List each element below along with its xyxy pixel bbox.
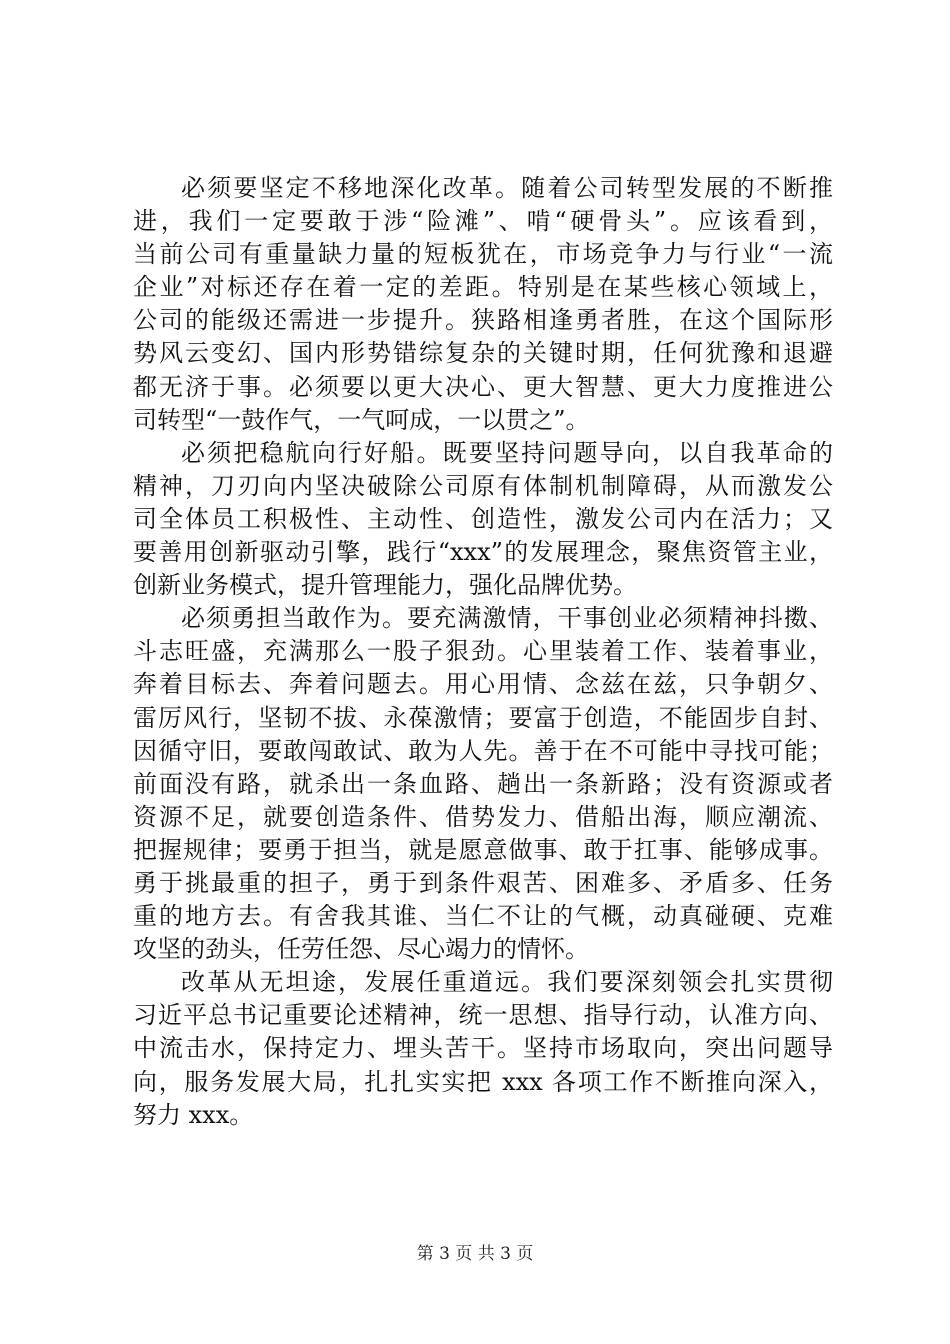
paragraph-line: 雷厉风行，坚韧不拔、永葆激情；要富于创造，不能固步自封、: [133, 703, 833, 732]
paragraph-line: 向，服务发展大局，扎扎实实把 xxx 各项工作不断推向深入，: [133, 1067, 833, 1096]
document-body: [133, 172, 833, 1132]
paragraph: [133, 966, 833, 1131]
paragraph-line: 习近平总书记重要论述精神，统一思想、指导行动，认准方向、: [133, 1001, 833, 1030]
paragraph-line: 精神，刀刃向内坚决破除公司原有体制机制障碍，从而激发公: [133, 471, 833, 500]
paragraph-line: 进，我们一定要敢于涉“险滩”、啃“硬骨头”。应该看到，: [133, 207, 833, 236]
paragraph: [133, 602, 833, 966]
paragraph-line: 勇于挑最重的担子，勇于到条件艰苦、困难多、矛盾多、任务: [133, 868, 833, 897]
paragraph-line: 创新业务模式，提升管理能力，强化品牌优势。: [133, 571, 637, 600]
paragraph: [133, 172, 833, 437]
paragraph-line: 企业”对标还存在着一定的差距。特别是在某些核心领域上，: [133, 273, 833, 302]
paragraph-line: 斗志旺盛，充满那么一股子狠劲。心里装着工作、装着事业，: [133, 637, 833, 666]
paragraph: [133, 437, 833, 602]
paragraph-line: 要善用创新驱动引擎，践行“xxx”的发展理念，聚焦资管主业，: [133, 538, 833, 567]
paragraph-line: 资源不足，就要创造条件、借势发力、借船出海，顺应潮流、: [133, 802, 833, 831]
paragraph-line: 重的地方去。有舍我其谁、当仁不让的气概，动真碰硬、克难: [133, 902, 833, 931]
paragraph-line: 努力 xxx。: [133, 1100, 254, 1129]
paragraph-line: 必须把稳航向行好船。既要坚持问题导向，以自我革命的: [181, 438, 833, 467]
paragraph-line: 奔着目标去、奔着问题去。用心用情、念兹在兹，只争朝夕、: [133, 670, 833, 699]
paragraph-line: 司转型“一鼓作气，一气呵成，一以贯之”。: [133, 405, 590, 434]
paragraph-line: 因循守旧，要敢闯敢试、敢为人先。善于在不可能中寻找可能；: [133, 736, 833, 765]
paragraph-line: 必须要坚定不移地深化改革。随着公司转型发展的不断推: [181, 174, 833, 202]
page-footer: 第 3 页 共 3 页: [416, 1244, 534, 1264]
paragraph-line: 司全体员工积极性、主动性、创造性，激发公司内在活力；又: [133, 504, 833, 533]
paragraph-line: 改革从无坦途，发展任重道远。我们要深刻领会扎实贯彻: [181, 968, 833, 997]
paragraph-line: 把握规律；要勇于担当，就是愿意做事、敢于扛事、能够成事。: [133, 835, 833, 864]
paragraph-line: 前面没有路，就杀出一条血路、趟出一条新路；没有资源或者: [133, 769, 833, 798]
paragraph-line: 当前公司有重量缺力量的短板犹在，市场竞争力与行业“一流: [133, 240, 833, 269]
paragraph-line: 都无济于事。必须要以更大决心、更大智慧、更大力度推进公: [133, 372, 833, 401]
paragraph-line: 中流击水，保持定力、埋头苦干。坚持市场取向，突出问题导: [133, 1034, 833, 1063]
paragraph-line: 攻坚的劲头，任劳任怨、尽心竭力的情怀。: [133, 935, 589, 964]
paragraph-line: 公司的能级还需进一步提升。狭路相逢勇者胜，在这个国际形: [133, 306, 833, 335]
paragraph-line: 必须勇担当敢作为。要充满激情，干事创业必须精神抖擞、: [181, 604, 833, 633]
paragraph-line: 势风云变幻、国内形势错综复杂的关键时期，任何犹豫和退避: [133, 339, 833, 368]
